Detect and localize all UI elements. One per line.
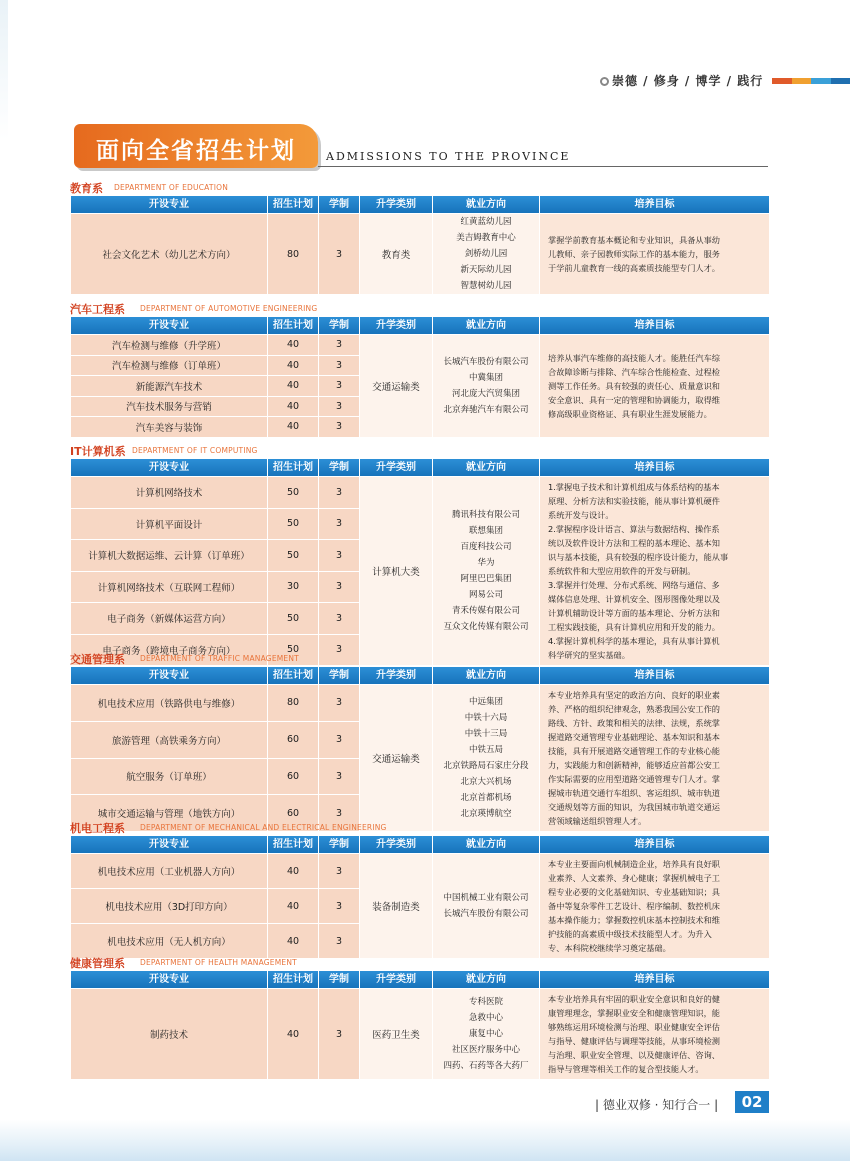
section-0 bbox=[70, 183, 767, 295]
goal-line: 业素养、人文素养、身心健康；掌握机械电子工 bbox=[548, 873, 720, 883]
major-cell: 旅游管理（高铁乘务方向） bbox=[71, 722, 267, 758]
goal-line: 1.掌握电子技术和计算机组成与体系结构的基本 bbox=[548, 482, 720, 492]
goal-line: 掌握学前教育基本概论和专业知识，具备从事幼 bbox=[548, 235, 720, 245]
years-cell: 3 bbox=[319, 214, 359, 294]
employment-cell bbox=[433, 335, 539, 437]
major-cell: 社会文化艺术（幼儿艺术方向） bbox=[71, 214, 267, 294]
column-header: 就业方向 bbox=[433, 196, 539, 213]
goal-line: 与指导、健康评估与调理等技能，从事环境检测 bbox=[548, 1036, 720, 1046]
admission-table bbox=[70, 316, 770, 438]
department-name-en: DEPARTMENT OF IT COMPUTING bbox=[132, 446, 258, 455]
goal-line: 握城市轨道交通行车组织、客运组织、城市轨道 bbox=[548, 788, 720, 798]
goal-line: 路线、方针、政策和相关的法律、法规，系统掌 bbox=[548, 718, 720, 728]
goal-line: 指导与管理等相关工作的复合型技能人才。 bbox=[548, 1064, 704, 1074]
employer: 新天际幼儿园 bbox=[460, 265, 512, 275]
years-cell: 3 bbox=[319, 417, 359, 437]
admission-table bbox=[70, 835, 770, 959]
admission-table bbox=[70, 458, 770, 666]
years-cell: 3 bbox=[319, 572, 359, 603]
goal-line: 合故障诊断与排除、汽车综合性能检查、过程检 bbox=[548, 366, 720, 377]
plan-cell: 40 bbox=[268, 417, 318, 437]
goal-line: 本专业培养具有牢固的职业安全意识和良好的健 bbox=[548, 994, 720, 1004]
column-header: 开设专业 bbox=[71, 459, 267, 476]
employer: 急救中心 bbox=[468, 1013, 503, 1023]
table-row bbox=[71, 214, 769, 294]
employer: 专科医院 bbox=[468, 997, 503, 1007]
page-number: 02 bbox=[735, 1091, 769, 1113]
years-cell: 3 bbox=[319, 477, 359, 508]
section-1 bbox=[70, 304, 767, 438]
goal-line: 力，实践能力和创新精神，能够适应首都公安工 bbox=[548, 760, 720, 770]
goal-line: 修高级职业资格证、具有职业生涯发展能力。 bbox=[548, 408, 712, 419]
admission-table bbox=[70, 195, 770, 295]
goal-line: 工程实践技能，具有计算机应用和开发的能力。 bbox=[548, 622, 720, 632]
page-title: 面向全省招生计划 bbox=[96, 138, 296, 164]
goal-line: 2.掌握程序设计语言、算法与数据结构、操作系 bbox=[548, 524, 720, 534]
goal-line: 3.掌握并行处理、分布式系统、网络与通信、多 bbox=[548, 580, 720, 590]
employer: 长城汽车股份有限公司 bbox=[443, 909, 529, 919]
major-cell: 机电技术应用（3D打印方向） bbox=[71, 889, 267, 923]
major-cell: 机电技术应用（工业机器人方向） bbox=[71, 854, 267, 888]
column-header: 开设专业 bbox=[71, 667, 267, 684]
department-name-en: DEPARTMENT OF MECHANICAL AND ELECTRICAL ENGINEERING bbox=[140, 823, 387, 832]
admission-table bbox=[70, 666, 770, 832]
column-header: 学制 bbox=[319, 971, 359, 988]
header-bar bbox=[600, 72, 850, 90]
plan-cell: 40 bbox=[268, 335, 318, 355]
department-name: 健康管理系 bbox=[70, 957, 125, 970]
column-header: 招生计划 bbox=[268, 317, 318, 334]
plan-cell: 30 bbox=[268, 572, 318, 603]
section-3 bbox=[70, 654, 767, 832]
plan-cell: 40 bbox=[268, 376, 318, 396]
employer: 剑桥幼儿园 bbox=[464, 249, 508, 259]
column-header: 培养目标 bbox=[540, 459, 769, 476]
category-cell: 教育类 bbox=[360, 214, 432, 294]
major-cell: 机电技术应用（铁路供电与维修） bbox=[71, 685, 267, 721]
employer: 阿里巴巴集团 bbox=[460, 574, 512, 584]
plan-cell: 50 bbox=[268, 603, 318, 634]
plan-cell: 60 bbox=[268, 795, 318, 831]
years-cell: 3 bbox=[319, 685, 359, 721]
employer: 网易公司 bbox=[468, 590, 503, 600]
category-cell: 交通运输类 bbox=[360, 335, 432, 437]
footer bbox=[595, 1091, 775, 1117]
goal-line: 技能，具有开展道路交通管理工作的专业核心能 bbox=[548, 746, 720, 756]
category-cell: 装备制造类 bbox=[360, 854, 432, 958]
motto-text: 崇德 / 修身 / 博学 / 践行 bbox=[612, 74, 764, 88]
goal-line: 统以及软件设计方法和工程的基本理论、基本知 bbox=[548, 538, 720, 548]
employment-cell bbox=[433, 477, 539, 665]
section-heading bbox=[70, 823, 767, 835]
employer: 中远集团 bbox=[468, 697, 503, 707]
plan-cell: 40 bbox=[268, 989, 318, 1079]
goal-line: 养、严格的组织纪律观念，熟悉我国公安工作的 bbox=[548, 704, 720, 714]
employer: 长城汽车股份有限公司 bbox=[443, 356, 529, 367]
section-4 bbox=[70, 823, 767, 959]
column-header: 升学类别 bbox=[360, 836, 432, 853]
title-underline bbox=[318, 166, 768, 167]
table-row bbox=[71, 854, 769, 888]
major-cell: 电子商务（跨境电子商务方向） bbox=[71, 635, 267, 666]
employer: 红黄蓝幼儿园 bbox=[460, 217, 512, 227]
column-header: 学制 bbox=[319, 836, 359, 853]
employer: 北京铁路局石家庄分段 bbox=[443, 761, 529, 771]
column-header: 招生计划 bbox=[268, 667, 318, 684]
goal-line: 基本操作能力；掌握数控机床基本控制技术和维 bbox=[548, 915, 720, 925]
years-cell: 3 bbox=[319, 540, 359, 571]
goal-line: 原理、分析方法和实验技能，能从事计算机硬件 bbox=[548, 496, 720, 506]
major-cell: 制药技术 bbox=[71, 989, 267, 1079]
employment-cell bbox=[433, 854, 539, 958]
employer: 美吉姆教育中心 bbox=[456, 233, 516, 243]
department-name: 汽车工程系 bbox=[70, 303, 125, 316]
major-cell: 城市交通运输与管理（地铁方向） bbox=[71, 795, 267, 831]
goal-line: 科学研究的坚实基础。 bbox=[548, 650, 630, 660]
employer: 智慧树幼儿园 bbox=[460, 281, 512, 291]
department-name-en: DEPARTMENT OF AUTOMOTIVE ENGINEERING bbox=[140, 304, 318, 313]
years-cell: 3 bbox=[319, 854, 359, 888]
column-header: 就业方向 bbox=[433, 459, 539, 476]
goal-line: 够熟练运用环境检测与治理、职业健康安全评估 bbox=[548, 1022, 720, 1032]
plan-cell: 60 bbox=[268, 759, 318, 795]
column-header: 招生计划 bbox=[268, 459, 318, 476]
years-cell: 3 bbox=[319, 376, 359, 396]
column-header: 学制 bbox=[319, 667, 359, 684]
stripe bbox=[792, 78, 812, 84]
bottom-wave bbox=[0, 1120, 850, 1161]
goal-cell bbox=[540, 214, 769, 294]
plan-cell: 40 bbox=[268, 397, 318, 417]
employer: 康复中心 bbox=[468, 1029, 503, 1039]
goal-line: 与治理、职业安全管理、以及健康评估、咨询、 bbox=[548, 1050, 720, 1060]
school-motto bbox=[600, 72, 763, 89]
department-name-en: DEPARTMENT OF EDUCATION bbox=[114, 183, 229, 192]
employer: 中铁十三局 bbox=[464, 729, 508, 739]
table-row bbox=[71, 989, 769, 1079]
major-cell: 机电技术应用（无人机方向） bbox=[71, 924, 267, 958]
department-name: 交通管理系 bbox=[70, 653, 125, 666]
column-header: 升学类别 bbox=[360, 459, 432, 476]
goal-line: 本专业培养具有坚定的政治方向、良好的职业素 bbox=[548, 690, 720, 700]
goal-line: 4.掌握计算机科学的基本理论，具有从事计算机 bbox=[548, 636, 720, 646]
table-row bbox=[71, 335, 769, 355]
category-cell: 计算机大类 bbox=[360, 477, 432, 665]
plan-cell: 50 bbox=[268, 540, 318, 571]
section-2 bbox=[70, 446, 767, 666]
major-cell: 计算机平面设计 bbox=[71, 509, 267, 540]
employment-cell bbox=[433, 214, 539, 294]
column-header: 升学类别 bbox=[360, 196, 432, 213]
goal-line: 儿教师、亲子园教师实际工作的基本能力，服务 bbox=[548, 249, 720, 259]
employer: 四药、石药等各大药厂 bbox=[443, 1061, 529, 1071]
employer: 北京瑛博航空 bbox=[460, 809, 512, 819]
column-header: 升学类别 bbox=[360, 317, 432, 334]
major-cell: 新能源汽车技术 bbox=[71, 376, 267, 396]
major-cell: 航空服务（订单班） bbox=[71, 759, 267, 795]
goal-line: 于学前儿童教育一线的高素质技能型专门人才。 bbox=[548, 263, 720, 273]
employer: 中国机械工业有限公司 bbox=[443, 893, 529, 903]
stripe bbox=[831, 78, 850, 84]
goal-line: 媒体信息处理、计算机安全、图形图像处理以及 bbox=[548, 594, 720, 604]
category-cell: 交通运输类 bbox=[360, 685, 432, 831]
years-cell: 3 bbox=[319, 335, 359, 355]
column-header: 学制 bbox=[319, 459, 359, 476]
section-heading bbox=[70, 446, 767, 458]
goal-line: 作实际需要的应用型道路交通管理专门人才。掌 bbox=[548, 774, 720, 784]
section-5 bbox=[70, 958, 767, 1080]
column-header: 培养目标 bbox=[540, 971, 769, 988]
employer: 青禾传媒有限公司 bbox=[451, 606, 520, 616]
goal-line: 营领域输送组织管理人才。 bbox=[548, 816, 647, 826]
column-header: 培养目标 bbox=[540, 317, 769, 334]
employer: 联想集团 bbox=[468, 526, 503, 536]
circle-icon bbox=[600, 77, 609, 86]
employer: 互众文化传媒有限公司 bbox=[443, 622, 529, 632]
goal-line: 安全意识、具有一定的管理和协调能力，取得维 bbox=[548, 394, 720, 405]
title-banner bbox=[74, 124, 318, 168]
major-cell: 汽车检测与维修（订单班） bbox=[71, 356, 267, 376]
page-title-en: ADMISSIONS TO THE PROVINCE bbox=[326, 150, 571, 163]
category-cell: 医药卫生类 bbox=[360, 989, 432, 1079]
table-row bbox=[71, 477, 769, 508]
stripe bbox=[811, 78, 831, 84]
major-cell: 汽车检测与维修（升学班） bbox=[71, 335, 267, 355]
table-row bbox=[71, 685, 769, 721]
left-accent bbox=[0, 0, 8, 140]
plan-cell: 50 bbox=[268, 635, 318, 666]
plan-cell: 60 bbox=[268, 722, 318, 758]
years-cell: 3 bbox=[319, 889, 359, 923]
stripe bbox=[772, 78, 792, 84]
goal-cell bbox=[540, 335, 769, 437]
employer: 华为 bbox=[477, 558, 495, 568]
goal-line: 识与基本技能，具有较强的程序设计能力，能从事 bbox=[548, 552, 729, 562]
years-cell: 3 bbox=[319, 989, 359, 1079]
major-cell: 电子商务（新媒体运营方向） bbox=[71, 603, 267, 634]
column-header: 开设专业 bbox=[71, 836, 267, 853]
employer: 北京奔驰汽车有限公司 bbox=[443, 404, 529, 415]
column-header: 开设专业 bbox=[71, 971, 267, 988]
goal-line: 程专业必要的文化基础知识、专业基础知识；具 bbox=[548, 887, 720, 897]
goal-line: 计算机辅助设计等方面的基本理论、分析方法和 bbox=[548, 608, 720, 618]
goal-cell bbox=[540, 989, 769, 1079]
plan-cell: 40 bbox=[268, 889, 318, 923]
plan-cell: 40 bbox=[268, 854, 318, 888]
plan-cell: 50 bbox=[268, 509, 318, 540]
goal-cell bbox=[540, 685, 769, 831]
employer: 腾讯科技有限公司 bbox=[451, 510, 520, 520]
major-cell: 汽车美容与装饰 bbox=[71, 417, 267, 437]
years-cell: 3 bbox=[319, 635, 359, 666]
goal-cell bbox=[540, 854, 769, 958]
major-cell: 计算机网络技术（互联网工程师） bbox=[71, 572, 267, 603]
years-cell: 3 bbox=[319, 356, 359, 376]
admission-table bbox=[70, 970, 770, 1080]
employer: 北京首都机场 bbox=[460, 793, 512, 803]
column-header: 招生计划 bbox=[268, 971, 318, 988]
column-header: 招生计划 bbox=[268, 836, 318, 853]
employment-cell bbox=[433, 989, 539, 1079]
goal-line: 握道路交通管理专业基础理论、基本知识和基本 bbox=[548, 732, 720, 742]
years-cell: 3 bbox=[319, 924, 359, 958]
section-heading bbox=[70, 304, 767, 316]
major-cell: 计算机网络技术 bbox=[71, 477, 267, 508]
column-header: 就业方向 bbox=[433, 667, 539, 684]
column-header: 开设专业 bbox=[71, 317, 267, 334]
column-header: 培养目标 bbox=[540, 836, 769, 853]
column-header: 培养目标 bbox=[540, 667, 769, 684]
employer: 中铁五局 bbox=[468, 745, 503, 755]
column-header: 招生计划 bbox=[268, 196, 318, 213]
employer: 河北庞大汽贸集团 bbox=[451, 388, 520, 399]
employer: 中冀集团 bbox=[468, 372, 503, 383]
years-cell: 3 bbox=[319, 795, 359, 831]
major-cell: 计算机大数据运维、云计算（订单班） bbox=[71, 540, 267, 571]
goal-line: 交通规划等方面的知识，为我国城市轨道交通运 bbox=[548, 802, 720, 812]
employer: 社区医疗服务中心 bbox=[451, 1045, 520, 1055]
years-cell: 3 bbox=[319, 603, 359, 634]
column-header: 学制 bbox=[319, 196, 359, 213]
department-name: 教育系 bbox=[70, 182, 103, 195]
goal-line: 备中等复杂零件工艺设计、程序编制、数控机床 bbox=[548, 901, 720, 911]
goal-line: 本专业主要面向机械制造企业，培养具有良好职 bbox=[548, 859, 720, 869]
employment-cell bbox=[433, 685, 539, 831]
department-name-en: DEPARTMENT OF HEALTH MANAGEMENT bbox=[140, 958, 297, 967]
column-header: 升学类别 bbox=[360, 667, 432, 684]
column-header: 培养目标 bbox=[540, 196, 769, 213]
major-cell: 汽车技术服务与营销 bbox=[71, 397, 267, 417]
goal-line: 护技能的高素质中级技术技能型人才。为升入 bbox=[548, 929, 712, 939]
column-header: 就业方向 bbox=[433, 317, 539, 334]
plan-cell: 50 bbox=[268, 477, 318, 508]
goal-line: 系统开发与设计。 bbox=[548, 510, 614, 520]
years-cell: 3 bbox=[319, 759, 359, 795]
column-header: 开设专业 bbox=[71, 196, 267, 213]
employer: 中铁十六局 bbox=[464, 713, 508, 723]
column-header: 就业方向 bbox=[433, 971, 539, 988]
section-heading bbox=[70, 183, 767, 195]
plan-cell: 40 bbox=[268, 924, 318, 958]
years-cell: 3 bbox=[319, 722, 359, 758]
department-name-en: DEPARTMENT OF TRAFFIC MANAGEMENT bbox=[140, 654, 299, 663]
years-cell: 3 bbox=[319, 509, 359, 540]
section-heading bbox=[70, 958, 767, 970]
goal-line: 测等工作任务。具有较强的责任心、质量意识和 bbox=[548, 380, 720, 391]
footer-motto: | 德业双修 · 知行合一 | bbox=[595, 1098, 719, 1112]
goal-cell bbox=[540, 477, 769, 665]
plan-cell: 40 bbox=[268, 356, 318, 376]
color-stripes bbox=[772, 78, 850, 84]
employer: 北京大兴机场 bbox=[460, 777, 512, 787]
goal-line: 康管理理念，掌握职业安全和健康管理知识，能 bbox=[548, 1008, 720, 1018]
years-cell: 3 bbox=[319, 397, 359, 417]
employer: 百度科技公司 bbox=[460, 542, 512, 552]
department-name: 机电工程系 bbox=[70, 822, 125, 835]
goal-line: 专、本科院校继续学习奠定基础。 bbox=[548, 943, 671, 953]
column-header: 升学类别 bbox=[360, 971, 432, 988]
plan-cell: 80 bbox=[268, 214, 318, 294]
department-name: IT计算机系 bbox=[70, 445, 126, 458]
goal-line: 系统软件和大型应用软件的开发与研制。 bbox=[548, 566, 696, 576]
section-heading bbox=[70, 654, 767, 666]
column-header: 学制 bbox=[319, 317, 359, 334]
goal-line: 培养从事汽车维修的高技能人才。能胜任汽车综 bbox=[548, 352, 720, 363]
plan-cell: 80 bbox=[268, 685, 318, 721]
column-header: 就业方向 bbox=[433, 836, 539, 853]
